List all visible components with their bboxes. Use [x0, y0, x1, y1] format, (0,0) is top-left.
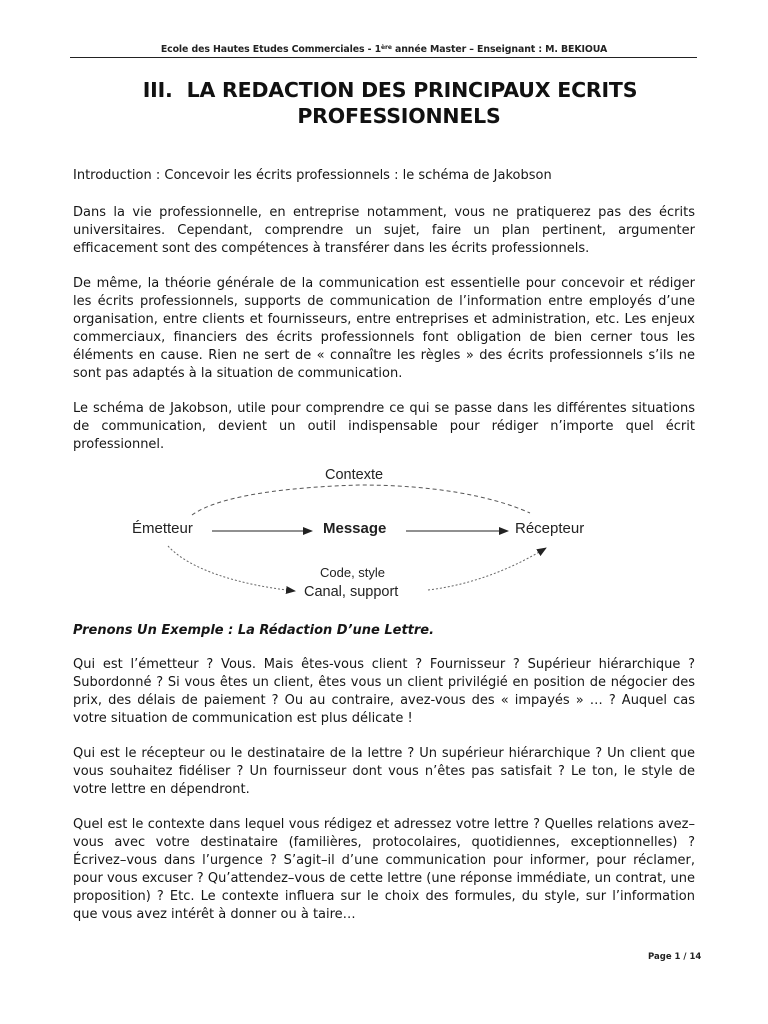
example-paragraph-3: Quel est le contexte dans lequel vous rédigez et adressez votre lettre ? Quelles relations avez–vous avec votre destinataire (familières, protocolaires, quotidiennes, exceptionnelles) ? Écrivez–vous dans l’urgence ? S’agit–il d’une communication pour informer, pour réclamer, pour vous excuser ? Qu’attendez–vous de cette lettre (une réponse immédiate, un contrat, une proposition) ? Etc. Le contexte influera sur le choix des formules, du style, sur l’information que vous avez intérêt à donner ou à taire… — [73, 817, 695, 922]
title-line-2: PROFESSIONNELS — [297, 104, 501, 128]
running-header — [0, 44, 768, 55]
example-paragraph-1: Qui est l’émetteur ? Vous. Mais êtes-vous client ? Fournisseur ? Supérieur hiérarchique ? Subordonné ? Si vous êtes un client, êtes vous un client privilégié en position de négocier des prix, des délais de paiement ? Ou au contraire, avez-vous des « impayés » … ? Auquel cas votre situation de communication est plus délicate ! — [73, 657, 695, 726]
diagram-label-code: Code, style — [320, 565, 386, 580]
canal-to-receiver-arc — [428, 548, 546, 590]
emitter-to-canal-arc — [168, 546, 295, 591]
diagram-label-canal: Canal, support — [304, 584, 399, 600]
diagram-label-message: Message — [323, 520, 387, 537]
title-line-1 — [130, 77, 650, 103]
diagram-label-contexte: Contexte — [325, 467, 384, 483]
diagram-label-recepteur: Récepteur — [515, 520, 585, 537]
context-arc — [192, 485, 530, 515]
paragraph-2: De même, la théorie générale de la communication est essentielle pour concevoir et rédiger les écrits professionnels, supports de communication de l’information entre employés d’une organisation, entre clients et fournisseurs, entre entreprises et administration, etc. Les enjeux commerciaux, financiers des écrits professionnels font obligation de bien cerner tous les éléments en cause. Rien ne sert de « connaître les règles » des écrits professionnels s’ils ne sont pas adaptés à la situation de communication. — [73, 276, 695, 381]
jakobson-diagram — [110, 455, 630, 610]
diagram-label-emetteur: Émetteur — [132, 520, 193, 537]
section-number: III. — [142, 78, 173, 102]
title-text-1: LA REDACTION DES PRINCIPAUX ECRITS — [186, 78, 638, 102]
paragraph-3: Le schéma de Jakobson, utile pour comprendre ce qui se passe dans les différentes situations de communication, devient un outil indispensable pour rédiger n’importe quel écrit professionnel. — [73, 401, 695, 452]
section-title — [130, 77, 650, 129]
header-text-part2: année Master – Enseignant : M. BEKIOUA — [391, 44, 608, 55]
header-text-part1: Ecole des Hautes Etudes Commerciales - 1 — [160, 44, 382, 55]
example-heading: Prenons Un Exemple : La Rédaction D’une Lettre. — [73, 623, 435, 638]
page-number: Page 1 / 14 — [648, 952, 702, 962]
header-superscript: ère — [381, 44, 392, 51]
paragraph-1: Dans la vie professionnelle, en entreprise notamment, vous ne pratiquerez pas des écrits universitaires. Cependant, comprendre un sujet, faire un plan pertinent, argumenter efficacement sont des compétences à transférer dans les écrits professionnels. — [73, 205, 695, 256]
intro-heading: Introduction : Concevoir les écrits professionnels : le schéma de Jakobson — [73, 168, 552, 183]
header-divider — [70, 57, 697, 58]
example-paragraph-2: Qui est le récepteur ou le destinataire de la lettre ? Un supérieur hiérarchique ? Un client que vous souhaitez fidéliser ? Un fournisseur dont vous n’êtes pas satisfait ? Le ton, le style de votre lettre en dépendront. — [73, 746, 695, 797]
